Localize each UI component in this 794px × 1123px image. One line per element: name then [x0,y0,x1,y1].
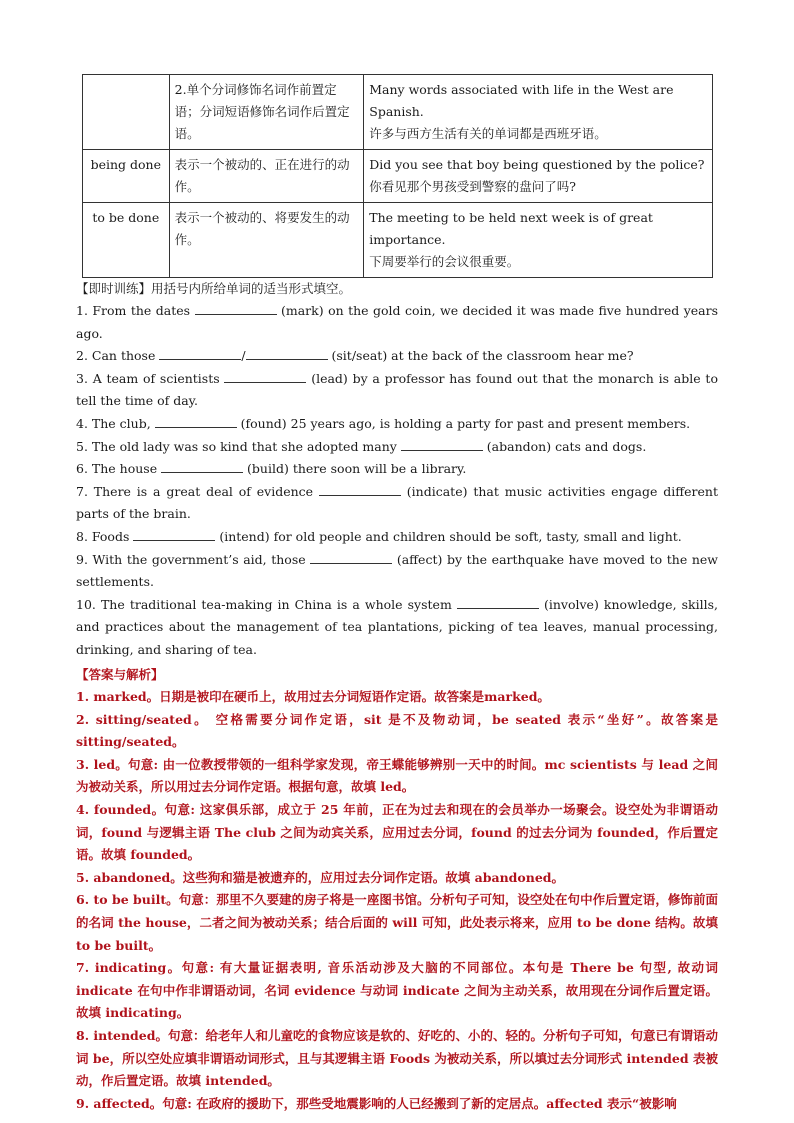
question-10: 10. The traditional tea-making in China is a whole system (involve) knowledge, skills, and practices about the management of tea plantations, picking of tea leaves, manual processing, drinking, and sharing of tea. [76,596,718,657]
example-en: Many words associated with life in the West are Spanish. [369,82,674,119]
answer-7: 7. indicating。句意: 有大量证据表明, 音乐活动涉及大脑的不同部位。本句是 There be 句型, 故动词 indicate 在句中作非谓语动词，名词 evidence 与动词 indicate 之间为主动关系，故用现在分词作后置定语。故填 indicating。 [76,960,718,1021]
answer-2: 2. sitting/seated。 空格需要分词作定语，sit 是不及物动词，be seated 表示“坐好”。故答案是 sitting/seated。 [76,711,718,750]
grammar-table [82,74,713,278]
answer-6: 6. to be built。句意：那里不久要建的房子将是一座图书馆。分析句子可知，设空处在句中作后置定语，修饰前面的名词 the house，二者之间为被动关系；结合后面的 will 可知，此处表示将来，应用 to be done 结构。故填 to be built。 [76,892,718,953]
answer-blank[interactable] [224,370,306,383]
example-zh: 许多与西方生活有关的单词都是西班牙语。 [369,126,607,141]
example-en: The meeting to be held next week is of great importance. [369,210,653,247]
question-1: 1. From the dates (mark) on the gold coin, we decided it was made five hundred years ago. [76,303,719,341]
table-cell: 表示一个被动的、将要发生的动作。 [169,203,364,278]
question-7: 7. There is a great deal of evidence (indicate) that music activities engage different parts of the brain. [76,483,718,522]
answer-blank[interactable] [319,483,401,496]
question-9: 9. With the government’s aid, those (affect) by the earthquake have moved to the new settlements. [76,551,719,590]
question-3: 3. A team of scientists (lead) by a professor has found out that the monarch is able to tell the time of day. [76,370,718,409]
answer-9: 9. affected。句意: 在政府的援助下，那些受地震影响的人已经搬到了新的定居点。affected 表示“被影响 [76,1095,677,1111]
answer-blank[interactable] [155,415,237,428]
question-2: 2. Can those / (sit/seat) at the back of the classroom hear me? [76,348,634,364]
answer-blank[interactable] [457,596,539,609]
table-cell [364,203,713,278]
question-5: 5. The old lady was so kind that she adopted many (abandon) cats and dogs. [76,438,647,454]
answer-blank[interactable] [195,302,277,315]
question-6: 6. The house (build) there soon will be a library. [76,461,467,477]
table-cell [83,75,170,150]
answer-blank[interactable] [161,460,243,473]
table-row [83,203,713,278]
question-4: 4. The club, (found) 25 years ago, is holding a party for past and present members. [76,415,691,431]
table-cell: 表示一个被动的、正在进行的动作。 [169,150,364,203]
answer-3: 3. led。句意: 由一位教授带领的一组科学家发现，帝王蝶能够辨别一天中的时间。mc scientists 与 lead 之间为被动关系，所以用过去分词作定语。根据句意，故填 led。 [76,756,718,795]
table-cell: 2.单个分词修饰名词作前置定语；分词短语修饰名词作后置定语。 [169,75,364,150]
answer-blank[interactable] [133,528,215,541]
answer-blank[interactable] [159,347,241,360]
example-en: Did you see that boy being questioned by the police? [369,157,705,172]
question-8: 8. Foods (intend) for old people and children should be soft, tasty, small and light. [76,528,682,544]
document-page [76,74,718,1115]
answer-5: 5. abandoned。这些狗和猫是被遗弃的，应用过去分词作定语。故填 abandoned。 [76,869,565,885]
answer-blank[interactable] [401,438,483,451]
drill-title: 【即时训练】用括号内所给单词的适当形式填空。 [76,281,352,296]
answer-1: 1. marked。日期是被印在硬币上，故用过去分词短语作定语。故答案是marked。 [76,689,550,705]
table-cell: being done [83,150,170,203]
table-row [83,75,713,150]
example-zh: 你看见那个男孩受到警察的盘问了吗? [369,179,576,194]
table-row [83,150,713,203]
table-cell: to be done [83,203,170,278]
answer-blank[interactable] [310,551,392,564]
table-cell [364,150,713,203]
table-cell [364,75,713,150]
example-zh: 下周要举行的会议很重要。 [369,254,520,269]
answer-4: 4. founded。句意: 这家俱乐部，成立于 25 年前，正在为过去和现在的会员举办一场聚会。设空处为非谓语动词，found 与逻辑主语 The club 之间为动宾关系，应用过去分词，found 的过去分词为 founded，作后置定语。故填 founded。 [76,802,718,863]
answer-blank[interactable] [246,347,328,360]
answer-title: 【答案与解析】 [76,666,164,682]
answer-8: 8. intended。句意：给老年人和儿童吃的食物应该是软的、好吃的、小的、轻的。分析句子可知，句意已有谓语动词 be，所以空处应填非谓语动词形式，且与其逻辑主语 Foods 为被动关系，所以填过去分词形式 intended 表被动，作后置定语。故填 intended。 [76,1028,718,1089]
